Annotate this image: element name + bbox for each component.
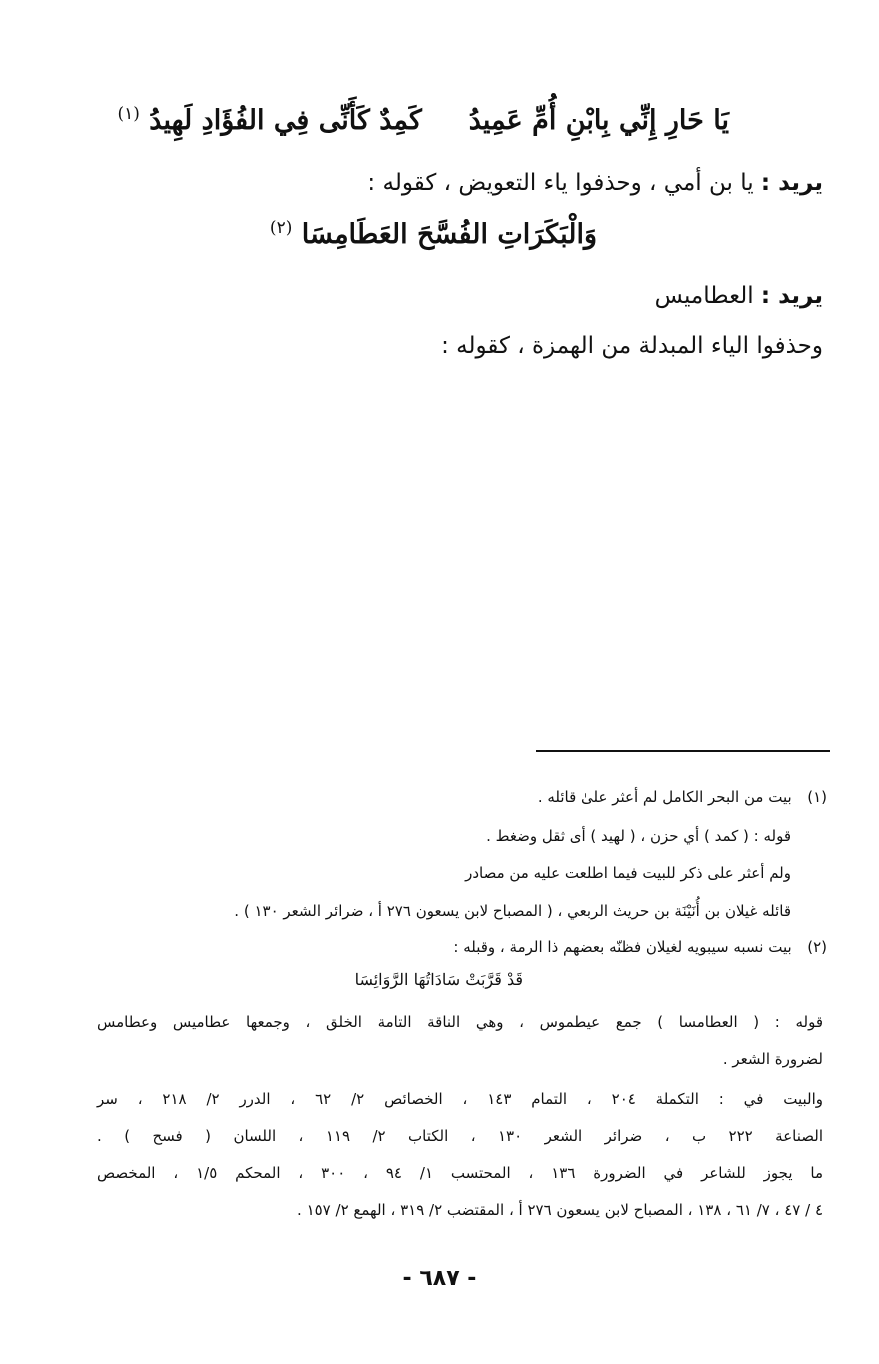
footnote-1-line-4: قائله غيلان بن أُنَيْنَة بن حريث الربعي ، ( المصباح لابن يسعون ٢٧٦ أ ، ضرائر الشعر ١٣٠ ) .	[234, 902, 791, 920]
footnote-divider	[536, 750, 830, 752]
footnote-ref-1: (١)	[117, 104, 140, 124]
yurid-label-1: يريد :	[760, 170, 823, 196]
page-number: - ٦٨٧ -	[402, 1266, 477, 1291]
footnote-ref-2: (٢)	[269, 218, 293, 238]
verse-2	[270, 218, 597, 250]
verse-1	[117, 104, 729, 136]
footnote-2-verse: قَدْ قَرَّبَتْ سَادَاتُهَا الرَّوَائِسَا	[354, 970, 523, 989]
footnote-2-marker: (٢)	[807, 938, 827, 956]
yurid-text-1: يا بن أمي ، وحذفوا ياء التعويض ، كقوله :	[367, 170, 754, 196]
hadhafu-line: وحذفوا الياء المبدلة من الهمزة ، كقوله :	[441, 333, 823, 359]
verse-2-text: وَالْبَكَرَاتِ الفُسَّحَ العَطَامِسَا	[301, 219, 597, 250]
footnote-1-line-2: قوله : ( كمد ) أي حزن ، ( لهيد ) أى ثقل وضغط .	[486, 827, 791, 845]
yurid-label-2: يريد :	[760, 283, 823, 309]
verse-1-hemistich-left: كَمِدٌ كَأَنِّى فِي الفُؤَادِ لَهِيدُ	[149, 105, 422, 136]
footnote-2-line-6: ما يجوز للشاعر في الضرورة ١٣٦ ، المحتسب ١/ ٩٤ ، ٣٠٠ ، المحكم ١/٥ ، المخصص	[97, 1164, 823, 1182]
footnote-2-line-5: الصناعة ٢٢٢ ب ، ضرائر الشعر ١٣٠ ، الكتاب ٢/ ١١٩ ، اللسان ( فسح ) .	[97, 1127, 823, 1145]
yurid-text-2: العطاميس	[654, 283, 754, 309]
footnote-2-line-2: قوله : ( العطامسا ) جمع عيطموس ، وهي الناقة التامة الخلق ، وجمعها عطاميس وعطامس	[97, 1013, 823, 1031]
footnote-1-line-1: (١) بيت من البحر الكامل لم أعثر علىٰ قائله .	[537, 788, 827, 806]
footnote-1-line-3: ولم أعثر على ذكر للبيت فيما اطلعت عليه من مصادر	[465, 864, 791, 882]
footnote-2-line-1: (٢) بيت نسبه سيبويه لغيلان فظنّه بعضهم ذا الرمة ، وقبله :	[453, 938, 827, 956]
footnote-2-line-7: ٤ / ٤٧ ، ٧/ ٦١ ، ١٣٨ ، المصباح لابن يسعون ٢٧٦ أ ، المقتضب ٢/ ٣١٩ ، الهمع ٢/ ١٥٧ .	[297, 1201, 823, 1219]
yurid-line-1	[367, 170, 823, 196]
yurid-line-2	[655, 283, 823, 309]
footnote-2-line-3: لضرورة الشعر .	[722, 1050, 823, 1068]
verse-1-hemistich-right: يَا حَارِ إِنِّي بِابْنِ أُمِّ عَمِيدُ	[468, 105, 729, 136]
footnote-2-line-4: والبيت في : التكملة ٢٠٤ ، التمام ١٤٣ ، الخصائص ٢/ ٦٢ ، الدرر ٢/ ٢١٨ ، سر	[97, 1090, 823, 1108]
footnote-1-marker: (١)	[807, 788, 827, 806]
